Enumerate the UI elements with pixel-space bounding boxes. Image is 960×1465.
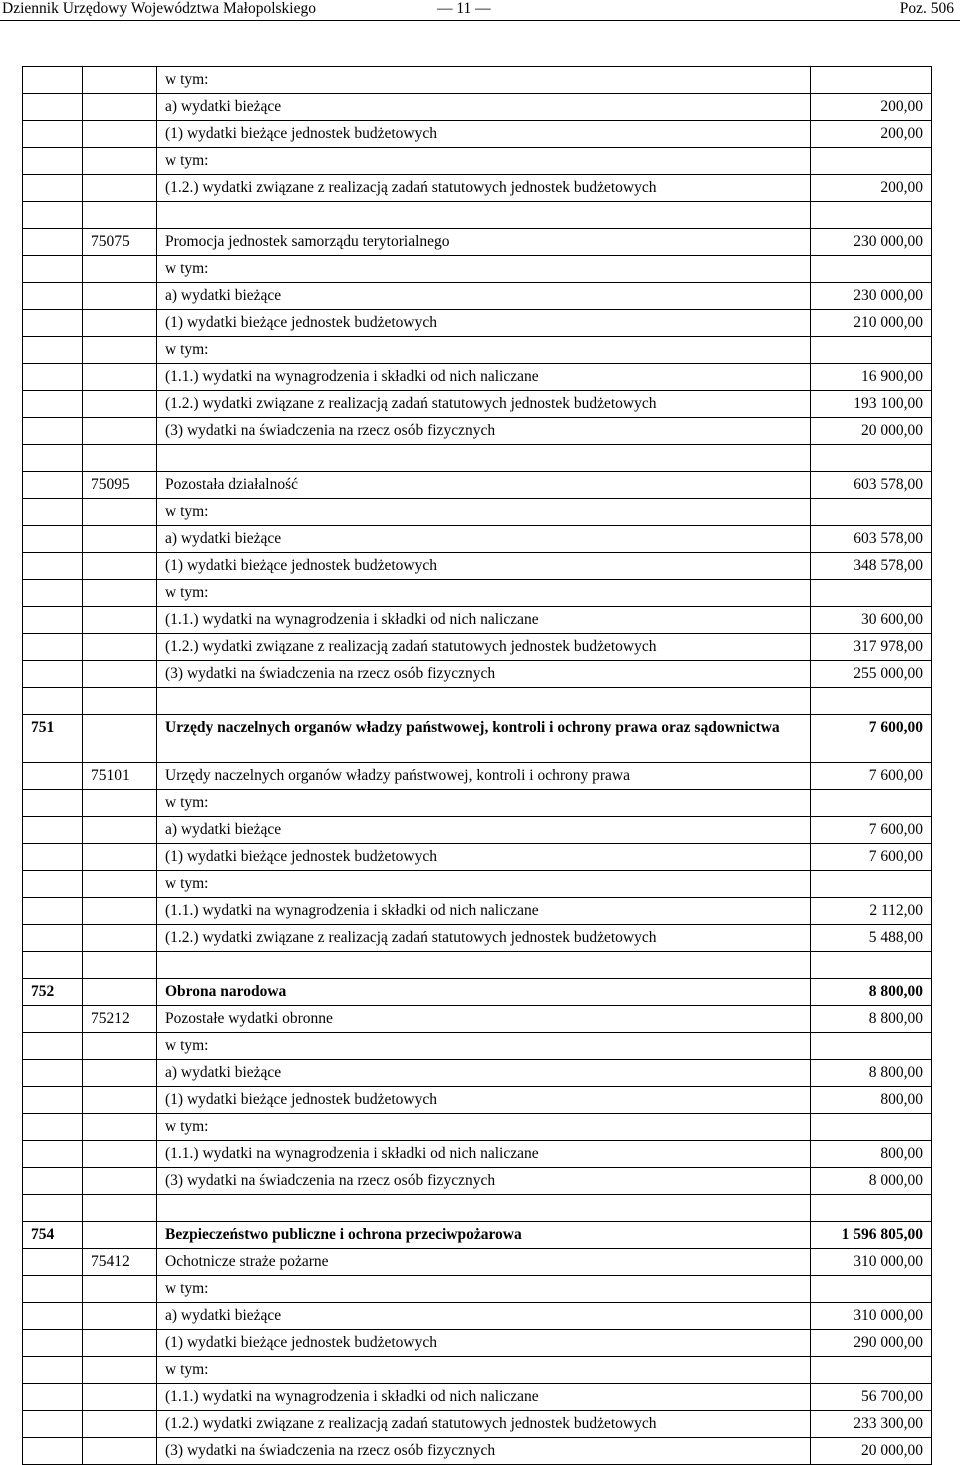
chapter-code-cell <box>83 790 157 817</box>
section-code-cell <box>23 1168 83 1195</box>
amount-cell: 8 800,00 <box>811 979 932 1006</box>
description-cell: (1) wydatki bieżące jednostek budżetowych <box>157 1330 811 1357</box>
table-row <box>23 1276 932 1303</box>
chapter-code-cell <box>83 580 157 607</box>
section-code-cell <box>23 1303 83 1330</box>
table-row <box>23 1357 932 1384</box>
amount-cell <box>811 952 932 979</box>
chapter-code-cell <box>83 445 157 472</box>
amount-cell: 348 578,00 <box>811 553 932 580</box>
section-code-cell <box>23 790 83 817</box>
description-cell: Pozostałe wydatki obronne <box>157 1006 811 1033</box>
table-row <box>23 1411 932 1438</box>
amount-cell: 2 112,00 <box>811 898 932 925</box>
section-code-cell <box>23 553 83 580</box>
position-number: Poz. 506 <box>899 0 954 17</box>
table-row <box>23 1249 932 1276</box>
table-row <box>23 1087 932 1114</box>
table-row <box>23 256 932 283</box>
table-row <box>23 229 932 256</box>
description-cell: (1.1.) wydatki na wynagrodzenia i składki od nich naliczane <box>157 607 811 634</box>
description-cell: (1.2.) wydatki związane z realizacją zadań statutowych jednostek budżetowych <box>157 634 811 661</box>
table-row <box>23 175 932 202</box>
section-row <box>23 979 932 1006</box>
amount-cell: 230 000,00 <box>811 229 932 256</box>
description-cell: (1) wydatki bieżące jednostek budżetowych <box>157 844 811 871</box>
description-cell: (1.1.) wydatki na wynagrodzenia i składki od nich naliczane <box>157 898 811 925</box>
chapter-code-cell <box>83 898 157 925</box>
table-row <box>23 1384 932 1411</box>
section-code-cell <box>23 472 83 499</box>
chapter-code-cell <box>83 634 157 661</box>
section-code-cell <box>23 1195 83 1222</box>
amount-cell: 8 800,00 <box>811 1060 932 1087</box>
section-code-cell <box>23 925 83 952</box>
chapter-code-cell <box>83 1384 157 1411</box>
description-cell: w tym: <box>157 790 811 817</box>
description-cell: (3) wydatki na świadczenia na rzecz osób fizycznych <box>157 1168 811 1195</box>
description-cell: w tym: <box>157 1276 811 1303</box>
table-row <box>23 121 932 148</box>
amount-cell: 230 000,00 <box>811 283 932 310</box>
section-code-cell <box>23 634 83 661</box>
chapter-code-cell <box>83 1141 157 1168</box>
chapter-code-cell: 75412 <box>83 1249 157 1276</box>
chapter-code-cell <box>83 1330 157 1357</box>
chapter-code-cell <box>83 283 157 310</box>
section-code-cell <box>23 310 83 337</box>
description-cell: (1) wydatki bieżące jednostek budżetowych <box>157 553 811 580</box>
amount-cell: 210 000,00 <box>811 310 932 337</box>
description-cell: w tym: <box>157 148 811 175</box>
amount-cell: 1 596 805,00 <box>811 1222 932 1249</box>
table-row <box>23 499 932 526</box>
description-cell: (1.2.) wydatki związane z realizacją zadań statutowych jednostek budżetowych <box>157 925 811 952</box>
section-code-cell <box>23 661 83 688</box>
amount-cell <box>811 688 932 715</box>
description-cell: a) wydatki bieżące <box>157 1060 811 1087</box>
section-code-cell <box>23 418 83 445</box>
chapter-code-cell <box>83 256 157 283</box>
chapter-code-cell: 75095 <box>83 472 157 499</box>
chapter-code-cell: 75075 <box>83 229 157 256</box>
amount-cell: 8 000,00 <box>811 1168 932 1195</box>
table-row <box>23 817 932 844</box>
chapter-code-cell: 75212 <box>83 1006 157 1033</box>
chapter-code-cell <box>83 1033 157 1060</box>
spacer-row <box>23 445 932 472</box>
description-cell: w tym: <box>157 499 811 526</box>
section-code-cell <box>23 67 83 94</box>
description-cell: (1.2.) wydatki związane z realizacją zadań statutowych jednostek budżetowych <box>157 175 811 202</box>
section-code-cell <box>23 1249 83 1276</box>
amount-cell: 310 000,00 <box>811 1249 932 1276</box>
table-row <box>23 1168 932 1195</box>
table-row <box>23 844 932 871</box>
table-row <box>23 1006 932 1033</box>
table-row <box>23 1303 932 1330</box>
description-cell: (1.2.) wydatki związane z realizacją zadań statutowych jednostek budżetowych <box>157 1411 811 1438</box>
description-cell: (3) wydatki na świadczenia na rzecz osób fizycznych <box>157 418 811 445</box>
description-cell <box>157 445 811 472</box>
journal-title: Dziennik Urzędowy Województwa Małopolskiego <box>2 0 316 17</box>
table-row <box>23 634 932 661</box>
amount-cell: 200,00 <box>811 94 932 121</box>
description-cell: Urzędy naczelnych organów władzy państwowej, kontroli i ochrony prawa oraz sądownictwa <box>157 715 811 763</box>
table-row <box>23 148 932 175</box>
description-cell: w tym: <box>157 67 811 94</box>
spacer-row <box>23 202 932 229</box>
section-code-cell <box>23 871 83 898</box>
chapter-code-cell <box>83 1411 157 1438</box>
description-cell: Pozostała działalność <box>157 472 811 499</box>
table-row <box>23 1033 932 1060</box>
amount-cell: 8 800,00 <box>811 1006 932 1033</box>
section-code-cell <box>23 1060 83 1087</box>
table-row <box>23 1114 932 1141</box>
section-code-cell <box>23 175 83 202</box>
description-cell: (1) wydatki bieżące jednostek budżetowych <box>157 310 811 337</box>
chapter-code-cell <box>83 67 157 94</box>
description-cell <box>157 202 811 229</box>
table-row <box>23 1141 932 1168</box>
amount-cell: 800,00 <box>811 1087 932 1114</box>
table-row <box>23 790 932 817</box>
chapter-code-cell <box>83 310 157 337</box>
chapter-code-cell <box>83 94 157 121</box>
table-row <box>23 391 932 418</box>
chapter-code-cell <box>83 418 157 445</box>
spacer-row <box>23 1195 932 1222</box>
chapter-code-cell <box>83 688 157 715</box>
section-code-cell <box>23 898 83 925</box>
chapter-code-cell <box>83 817 157 844</box>
amount-cell: 20 000,00 <box>811 418 932 445</box>
section-code-cell <box>23 148 83 175</box>
amount-cell <box>811 67 932 94</box>
chapter-code-cell <box>83 121 157 148</box>
chapter-code-cell <box>83 1303 157 1330</box>
section-code-cell <box>23 580 83 607</box>
amount-cell <box>811 1276 932 1303</box>
description-cell: Obrona narodowa <box>157 979 811 1006</box>
amount-cell: 233 300,00 <box>811 1411 932 1438</box>
table-row <box>23 553 932 580</box>
section-code-cell <box>23 391 83 418</box>
page-header <box>0 0 960 24</box>
section-code-cell <box>23 229 83 256</box>
chapter-code-cell <box>83 1357 157 1384</box>
chapter-code-cell <box>83 607 157 634</box>
section-code-cell <box>23 1276 83 1303</box>
amount-cell <box>811 445 932 472</box>
chapter-code-cell <box>83 925 157 952</box>
description-cell: (3) wydatki na świadczenia na rzecz osób fizycznych <box>157 1438 811 1465</box>
description-cell: (1.1.) wydatki na wynagrodzenia i składki od nich naliczane <box>157 1141 811 1168</box>
description-cell: w tym: <box>157 1033 811 1060</box>
amount-cell: 30 600,00 <box>811 607 932 634</box>
section-code-cell <box>23 1087 83 1114</box>
description-cell: (1.1.) wydatki na wynagrodzenia i składki od nich naliczane <box>157 364 811 391</box>
section-code-cell <box>23 817 83 844</box>
section-code-cell: 754 <box>23 1222 83 1249</box>
amount-cell <box>811 1195 932 1222</box>
amount-cell: 7 600,00 <box>811 817 932 844</box>
table-row <box>23 607 932 634</box>
amount-cell: 16 900,00 <box>811 364 932 391</box>
amount-cell <box>811 256 932 283</box>
chapter-code-cell <box>83 1114 157 1141</box>
section-code-cell <box>23 337 83 364</box>
section-code-cell <box>23 1357 83 1384</box>
table-row <box>23 763 932 790</box>
description-cell: (1) wydatki bieżące jednostek budżetowych <box>157 1087 811 1114</box>
table-row <box>23 1438 932 1465</box>
table-row <box>23 871 932 898</box>
table-row <box>23 661 932 688</box>
chapter-code-cell <box>83 148 157 175</box>
amount-cell: 255 000,00 <box>811 661 932 688</box>
amount-cell: 310 000,00 <box>811 1303 932 1330</box>
section-code-cell <box>23 1006 83 1033</box>
table-row <box>23 526 932 553</box>
amount-cell: 200,00 <box>811 121 932 148</box>
table-row <box>23 898 932 925</box>
table-row <box>23 1330 932 1357</box>
description-cell: a) wydatki bieżące <box>157 1303 811 1330</box>
description-cell: w tym: <box>157 580 811 607</box>
chapter-code-cell <box>83 1276 157 1303</box>
chapter-code-cell <box>83 871 157 898</box>
chapter-code-cell <box>83 364 157 391</box>
chapter-code-cell <box>83 337 157 364</box>
section-code-cell <box>23 1114 83 1141</box>
amount-cell <box>811 202 932 229</box>
description-cell: (1) wydatki bieżące jednostek budżetowych <box>157 121 811 148</box>
section-code-cell <box>23 844 83 871</box>
amount-cell: 7 600,00 <box>811 763 932 790</box>
amount-cell: 193 100,00 <box>811 391 932 418</box>
chapter-code-cell <box>83 553 157 580</box>
chapter-code-cell <box>83 526 157 553</box>
table-row <box>23 364 932 391</box>
section-code-cell <box>23 1330 83 1357</box>
amount-cell <box>811 790 932 817</box>
table-row <box>23 418 932 445</box>
chapter-code-cell <box>83 175 157 202</box>
section-code-cell <box>23 121 83 148</box>
amount-cell <box>811 148 932 175</box>
description-cell: a) wydatki bieżące <box>157 526 811 553</box>
section-code-cell <box>23 1438 83 1465</box>
amount-cell <box>811 499 932 526</box>
description-cell: Bezpieczeństwo publiczne i ochrona przeciwpożarowa <box>157 1222 811 1249</box>
description-cell: Urzędy naczelnych organów władzy państwowej, kontroli i ochrony prawa <box>157 763 811 790</box>
spacer-row <box>23 952 932 979</box>
amount-cell: 200,00 <box>811 175 932 202</box>
chapter-code-cell <box>83 661 157 688</box>
amount-cell: 603 578,00 <box>811 526 932 553</box>
amount-cell <box>811 1033 932 1060</box>
section-code-cell <box>23 256 83 283</box>
description-cell: (3) wydatki na świadczenia na rzecz osób fizycznych <box>157 661 811 688</box>
section-code-cell <box>23 526 83 553</box>
chapter-code-cell <box>83 844 157 871</box>
amount-cell <box>811 1357 932 1384</box>
description-cell: w tym: <box>157 256 811 283</box>
section-code-cell <box>23 499 83 526</box>
amount-cell: 800,00 <box>811 1141 932 1168</box>
chapter-code-cell <box>83 499 157 526</box>
chapter-code-cell <box>83 1438 157 1465</box>
section-row <box>23 1222 932 1249</box>
table-row <box>23 283 932 310</box>
amount-cell: 290 000,00 <box>811 1330 932 1357</box>
chapter-code-cell <box>83 1087 157 1114</box>
section-code-cell <box>23 763 83 790</box>
section-code-cell: 751 <box>23 715 83 763</box>
table-row <box>23 580 932 607</box>
amount-cell <box>811 1114 932 1141</box>
amount-cell <box>811 580 932 607</box>
description-cell <box>157 1195 811 1222</box>
description-cell: w tym: <box>157 871 811 898</box>
chapter-code-cell <box>83 979 157 1006</box>
amount-cell: 603 578,00 <box>811 472 932 499</box>
description-cell: Ochotnicze straże pożarne <box>157 1249 811 1276</box>
chapter-code-cell <box>83 1168 157 1195</box>
amount-cell: 7 600,00 <box>811 844 932 871</box>
chapter-code-cell <box>83 1222 157 1249</box>
table-row <box>23 1060 932 1087</box>
description-cell: a) wydatki bieżące <box>157 817 811 844</box>
amount-cell <box>811 337 932 364</box>
description-cell: (1.1.) wydatki na wynagrodzenia i składki od nich naliczane <box>157 1384 811 1411</box>
amount-cell: 7 600,00 <box>811 715 932 763</box>
amount-cell: 5 488,00 <box>811 925 932 952</box>
section-code-cell <box>23 283 83 310</box>
amount-cell: 317 978,00 <box>811 634 932 661</box>
budget-table-body <box>23 67 932 1465</box>
amount-cell: 56 700,00 <box>811 1384 932 1411</box>
section-code-cell <box>23 1384 83 1411</box>
chapter-code-cell <box>83 202 157 229</box>
section-row <box>23 715 932 763</box>
table-row <box>23 925 932 952</box>
description-cell <box>157 952 811 979</box>
table-row <box>23 67 932 94</box>
description-cell: w tym: <box>157 1357 811 1384</box>
description-cell: a) wydatki bieżące <box>157 94 811 121</box>
section-code-cell <box>23 1141 83 1168</box>
section-code-cell <box>23 202 83 229</box>
amount-cell: 20 000,00 <box>811 1438 932 1465</box>
section-code-cell <box>23 688 83 715</box>
section-code-cell <box>23 952 83 979</box>
section-code-cell <box>23 1033 83 1060</box>
table-row <box>23 472 932 499</box>
table-row <box>23 337 932 364</box>
amount-cell <box>811 871 932 898</box>
chapter-code-cell <box>83 391 157 418</box>
description-cell: a) wydatki bieżące <box>157 283 811 310</box>
section-code-cell <box>23 94 83 121</box>
chapter-code-cell: 75101 <box>83 763 157 790</box>
chapter-code-cell <box>83 1060 157 1087</box>
chapter-code-cell <box>83 715 157 763</box>
section-code-cell: 752 <box>23 979 83 1006</box>
budget-table <box>22 66 932 1465</box>
description-cell: w tym: <box>157 337 811 364</box>
table-row <box>23 310 932 337</box>
page-number: — 11 — <box>437 0 491 17</box>
section-code-cell <box>23 607 83 634</box>
description-cell <box>157 688 811 715</box>
spacer-row <box>23 688 932 715</box>
section-code-cell <box>23 364 83 391</box>
section-code-cell <box>23 1411 83 1438</box>
table-row <box>23 94 932 121</box>
description-cell: w tym: <box>157 1114 811 1141</box>
header-rule <box>0 20 960 21</box>
section-code-cell <box>23 445 83 472</box>
description-cell: Promocja jednostek samorządu terytorialnego <box>157 229 811 256</box>
description-cell: (1.2.) wydatki związane z realizacją zadań statutowych jednostek budżetowych <box>157 391 811 418</box>
chapter-code-cell <box>83 1195 157 1222</box>
chapter-code-cell <box>83 952 157 979</box>
